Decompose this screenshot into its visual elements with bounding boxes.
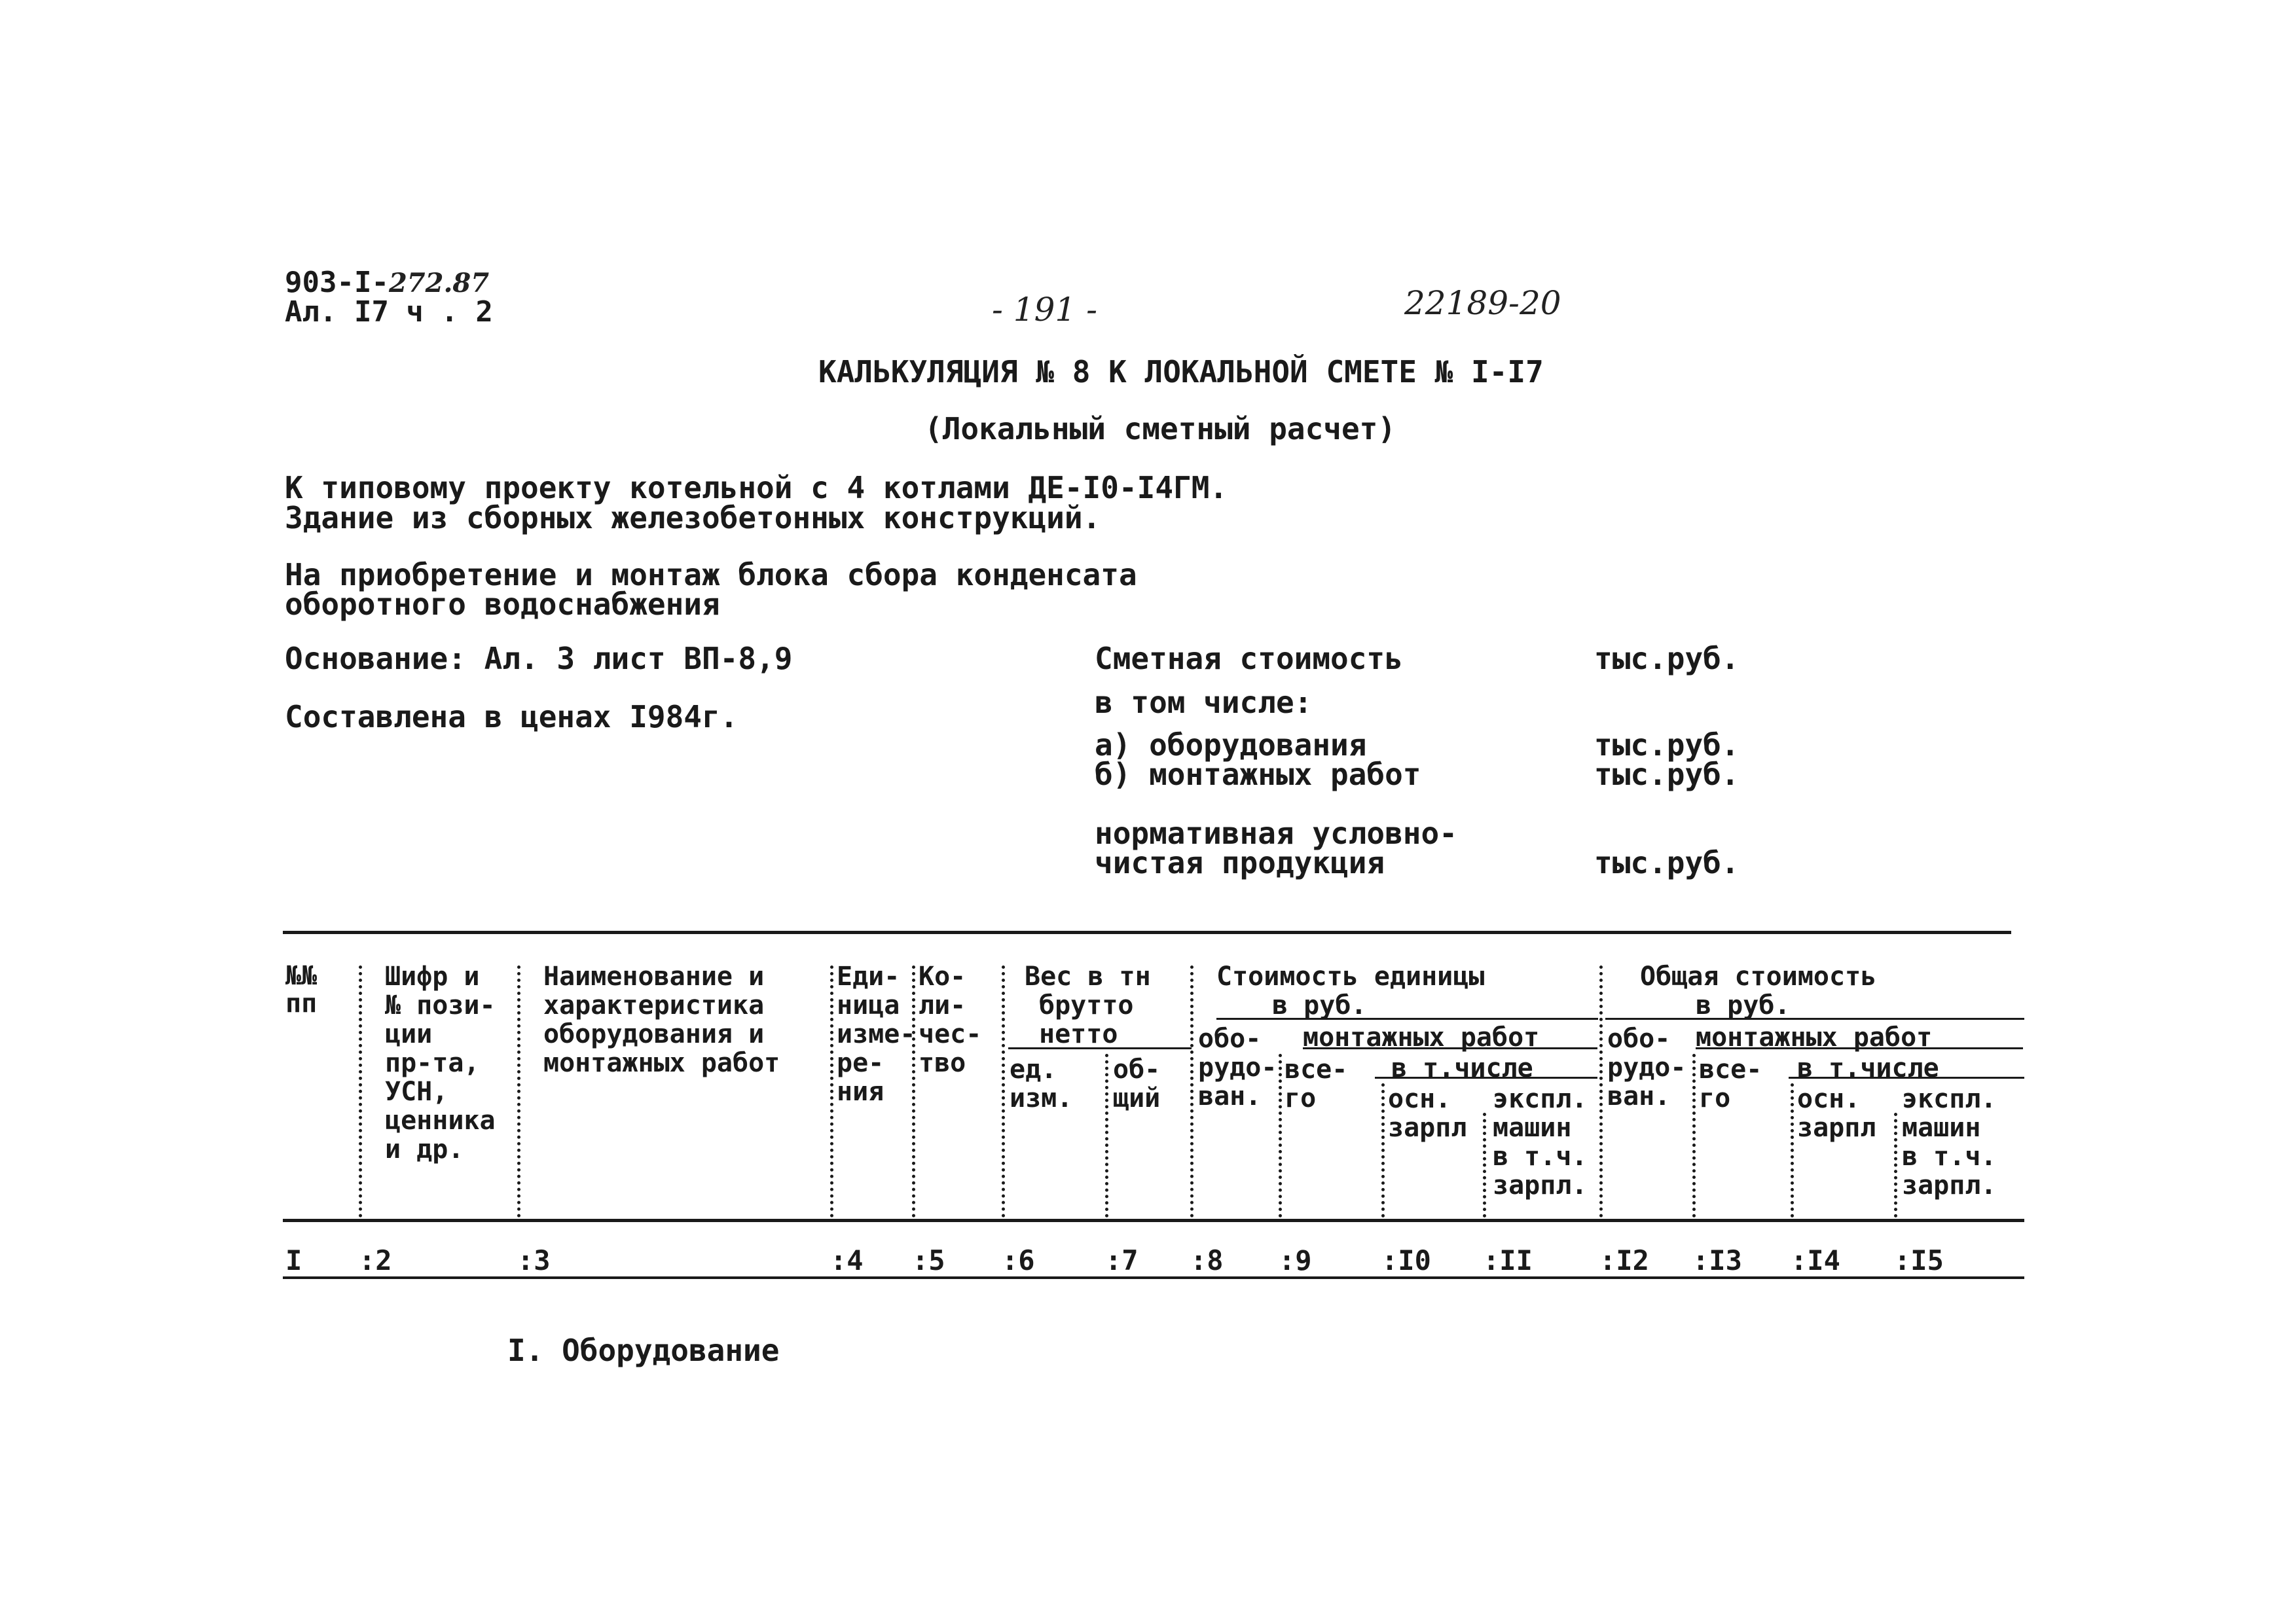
column-number-rule [283, 1276, 2024, 1279]
sheet-code: 22189-20 [1404, 284, 1561, 322]
column-separator [1894, 1113, 1897, 1218]
cost-total-label: Сметная стоимость [1095, 641, 1403, 676]
col-5-header: Ко- ли- чес- тво [919, 962, 982, 1078]
column-number: :5 [912, 1244, 945, 1276]
cost-incl-label: в том числе: [1095, 685, 1313, 720]
total-all-header: все- го [1699, 1055, 1762, 1113]
unit-wage-header: осн. зарпл [1388, 1084, 1467, 1143]
column-separator [1105, 1054, 1108, 1218]
column-number: :4 [830, 1244, 864, 1276]
album-reference: Ал. I7 ч . 2 [285, 295, 493, 329]
unit-machine-header: экспл. машин в т.ч. зарпл. [1493, 1084, 1588, 1200]
basis-text: Основание: Ал. 3 лист ВП-8,9 [285, 641, 793, 676]
column-number: :9 [1279, 1244, 1312, 1276]
column-separator [1599, 965, 1603, 1218]
cost-equipment-label: а) оборудования [1095, 727, 1367, 763]
doc-code-handwritten: 272.87 [388, 268, 490, 298]
column-number: :6 [1002, 1244, 1035, 1276]
column-number: :I4 [1791, 1244, 1840, 1276]
cost-install-label: б) монтажных работ [1095, 757, 1421, 792]
page-number: - 191 - [992, 291, 1098, 329]
purpose-line-2: оборотного водоснабжения [285, 586, 720, 622]
column-number: :I3 [1692, 1244, 1742, 1276]
col-4-header: Еди- ница изме- ре- ния [837, 962, 916, 1107]
total-incl-header: в т.числе [1797, 1053, 1939, 1083]
column-separator [1692, 1054, 1696, 1218]
column-number: I [285, 1244, 302, 1276]
column-number: :I5 [1894, 1244, 1944, 1276]
col-6-header: ед. изм. [1010, 1055, 1073, 1113]
purpose-line-1: На приобретение и монтаж блока сбора конденсата [285, 557, 1137, 592]
total-wage-header: осн. зарпл [1797, 1084, 1876, 1143]
col-3-header: Наименование и характеристика оборудования и монтажных работ [543, 962, 780, 1078]
col-2-header: Шифр и № пози- ции пр-та, УСН, ценника и др. [385, 962, 496, 1164]
unit-incl-header: в т.числе [1391, 1053, 1533, 1083]
header-bottom-rule [283, 1219, 2024, 1222]
column-separator [1483, 1113, 1486, 1218]
cost-normative-line-2: чистая продукция [1095, 845, 1385, 880]
section-heading: I. Оборудование [507, 1333, 780, 1368]
unit-all-header: все- го [1285, 1055, 1348, 1113]
column-separator [830, 965, 833, 1218]
doc-code-prefix: 903-I- [285, 266, 389, 299]
unit-install-header: монтажных работ [1303, 1022, 1540, 1053]
column-separator [1791, 1083, 1794, 1218]
project-line-1: К типовому проекту котельной с 4 котлами ДЕ-I0-I4ГМ. [285, 470, 1228, 505]
column-number: :I2 [1599, 1244, 1649, 1276]
total-cost-header: Общая стоимость в руб. [1640, 962, 1877, 1020]
cost-equipment-unit: тыс.руб. [1594, 727, 1740, 763]
column-number: :I0 [1381, 1244, 1431, 1276]
project-line-2: Здание из сборных железобетонных конструкций. [285, 500, 1101, 535]
column-separator [1190, 965, 1194, 1218]
total-install-header: монтажных работ [1696, 1022, 1933, 1053]
column-number: :8 [1190, 1244, 1224, 1276]
column-separator [517, 965, 520, 1218]
weight-header: Вес в тн брутто нетто [1025, 962, 1151, 1049]
total-equipment-header: обо- рудо- ван. [1607, 1024, 1686, 1111]
unit-cost-header: Стоимость единицы в руб. [1216, 962, 1485, 1020]
cost-install-unit: тыс.руб. [1594, 757, 1740, 792]
document-title: КАЛЬКУЛЯЦИЯ № 8 К ЛОКАЛЬНОЙ СМЕТЕ № I-I7 [818, 354, 1544, 389]
cost-normative-unit: тыс.руб. [1594, 845, 1740, 880]
column-number: :7 [1105, 1244, 1139, 1276]
doc-code [285, 268, 489, 297]
cost-total-unit: тыс.руб. [1594, 641, 1740, 676]
cost-normative-line-1: нормативная условно- [1095, 816, 1457, 851]
column-separator [1381, 1083, 1385, 1218]
total-machine-header: экспл. машин в т.ч. зарпл. [1902, 1084, 1997, 1200]
table-top-rule [283, 931, 2011, 934]
document-subtitle: (Локальный сметный расчет) [924, 411, 1396, 446]
col-1-header: №№ пп [285, 961, 318, 1019]
column-separator [1002, 965, 1005, 1218]
column-number: :II [1483, 1244, 1533, 1276]
column-number: :3 [517, 1244, 551, 1276]
column-separator [1279, 1054, 1282, 1218]
column-separator [359, 965, 362, 1218]
column-number: :2 [359, 1244, 392, 1276]
unit-equipment-header: обо- рудо- ван. [1198, 1024, 1277, 1111]
col-7-header: об- щий [1113, 1055, 1161, 1113]
prices-text: Составлена в ценах I984г. [285, 699, 738, 734]
